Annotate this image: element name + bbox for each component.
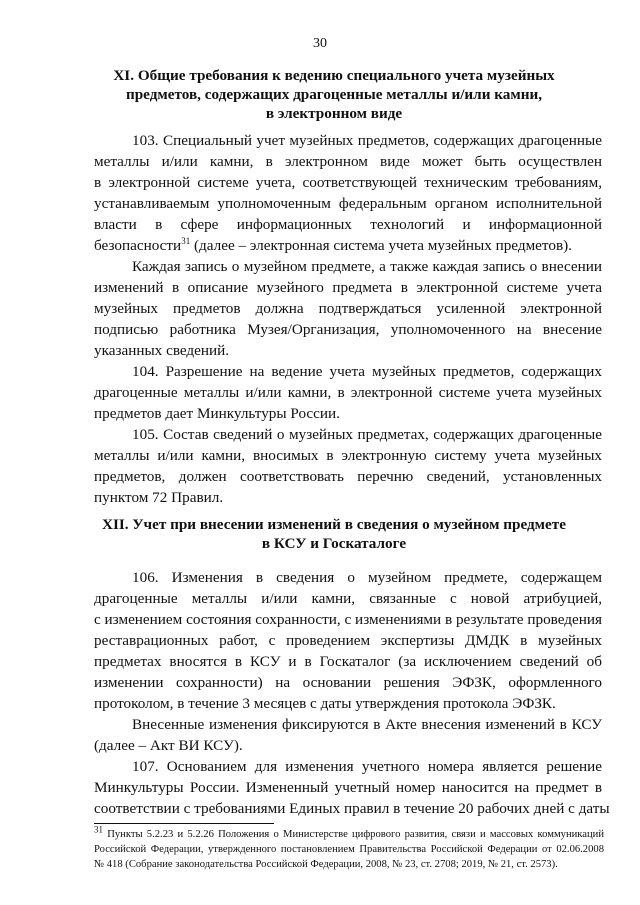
- paragraph-106: [94, 567, 602, 714]
- heading-line: XII. Учет при внесении изменений в сведения о музейном предмете: [102, 516, 566, 533]
- text-line: Минкультуры России. Измененный учетный номер наносится на предмет в: [94, 779, 602, 796]
- text-line: подписью работника Музея/Организация, уполномоченного на внесение: [94, 321, 602, 338]
- heading-line: предметов, содержащих драгоценные металлы и/или камни,: [125, 86, 543, 103]
- text-line: Внесенные изменения фиксируются в Акте внесения изменений в КСУ: [132, 716, 602, 733]
- text-line: 107. Основанием для изменения учетного номера является решение: [132, 758, 602, 775]
- heading-line: в КСУ и Госкаталоге: [261, 535, 407, 552]
- text-line: металлы и/или камни, в электронном виде может быть осуществлен: [94, 153, 602, 170]
- text-line: изменений в описание музейного предмета в электронной системе учета: [94, 279, 602, 296]
- heading-line: XI. Общие требования к ведению специального учета музейных: [113, 67, 555, 84]
- footnote-line: Российской Федерации, утвержденного постановлением Правительства Российской Федерации от 02.06.2008: [94, 844, 604, 855]
- text-line: (далее – Акт ВИ КСУ).: [94, 737, 243, 754]
- section-xi-heading: [80, 66, 588, 123]
- text-line: драгоценные металлы и/или камни, в электронной системе учета музейных: [94, 384, 602, 401]
- text-fragment: безопасности: [94, 237, 182, 254]
- text-line: 106. Изменения в сведения о музейном предмете, содержащем: [132, 569, 602, 586]
- text-line: изменении сохранности) на основании решения ЭФЗК, оформленного: [94, 674, 602, 691]
- text-line: соответствии с требованиями Единых правил в течение 20 рабочих дней с даты: [94, 800, 610, 817]
- text-line: протоколом, в течение 3 месяцев с даты утверждения протокола ЭФЗК.: [94, 695, 556, 712]
- text-line: предметов, должен соответствовать перечню сведений, установленных: [94, 468, 602, 485]
- text-line: 104. Разрешение на ведение учета музейных предметов, содержащих: [132, 363, 602, 380]
- text-line: предметах вносятся в КСУ и в Госкаталог (за исключением сведений об: [94, 653, 602, 670]
- text-line: с изменением состояния сохранности, с изменениями в результате проведения: [94, 611, 602, 628]
- footnote-reference[interactable]: 31: [181, 235, 191, 246]
- footnote-31: [94, 824, 604, 872]
- text-line: реставрационных работ, с проведением экспертизы ДМДК в музейных: [94, 632, 602, 649]
- page-number: 30: [313, 36, 327, 51]
- text-line: 103. Специальный учет музейных предметов, содержащих драгоценные: [132, 132, 602, 149]
- text-line: указанных сведений.: [94, 342, 230, 359]
- text-line: музейных предметов должна подтверждаться усиленной электронной: [94, 300, 602, 317]
- paragraph-104: [94, 361, 602, 424]
- paragraph-107: [94, 756, 610, 819]
- text-line: в электронной системе учета, соответствующей техническим требованиям,: [94, 174, 602, 191]
- footnote-line: [94, 824, 604, 842]
- text-line: Каждая запись о музейном предмете, а также каждая запись о внесении: [132, 258, 602, 275]
- text-line: власти в сфере информационных технологий и информационной: [94, 216, 602, 233]
- text-line: металлы и/или камни, вносимых в электронную систему учета музейных: [94, 447, 602, 464]
- paragraph-105: [94, 424, 602, 508]
- paragraph-103: [94, 130, 602, 256]
- footnote-divider: [94, 823, 274, 824]
- footnote-line: № 418 (Собрание законодательства Российской Федерации, 2008, № 23, ст. 2708; 2019, № 21, ст. 2573).: [94, 859, 558, 870]
- text-line: предметов дает Минкультуры России.: [94, 405, 340, 422]
- paragraph-106-continued: [94, 714, 602, 756]
- text-fragment: Пункты 5.2.23 и 5.2.26 Положения о Министерстве цифрового развития, связи и массовых коммуникаций: [103, 829, 604, 840]
- text-line: устанавливаемым уполномоченным федеральным органом исполнительной: [94, 195, 602, 212]
- text-line: 105. Состав сведений о музейных предметах, содержащих драгоценные: [132, 426, 602, 443]
- footnote-number: 31: [94, 824, 103, 835]
- text-line: [94, 235, 602, 256]
- paragraph-103-continued: [94, 256, 602, 361]
- text-line: драгоценные металлы и/или камни, связанные с новой атрибуцией,: [94, 590, 602, 607]
- text-line: пунктом 72 Правил.: [94, 489, 224, 506]
- text-fragment: (далее – электронная система учета музейных предметов).: [190, 237, 572, 254]
- section-xii-heading: [80, 515, 588, 553]
- heading-line: в электронном виде: [265, 105, 403, 122]
